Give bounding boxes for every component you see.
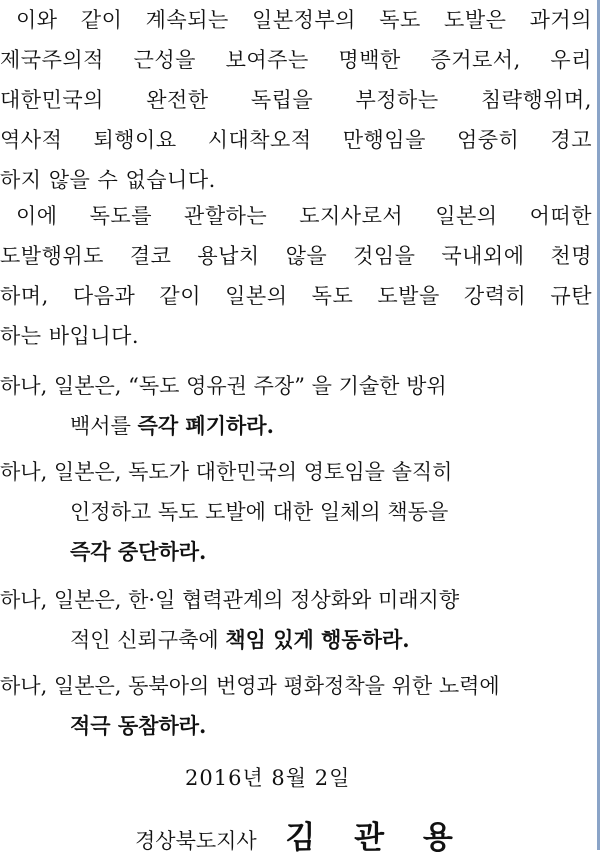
resolution-demand: 적극 동참하라. [70, 713, 207, 738]
paragraph-line: 하며, 다음과 같이 일본의 독도 도발을 강력히 규탄 [0, 284, 592, 308]
resolution-body [0, 406, 600, 446]
resolution-text: 적인 신뢰구축에 [70, 628, 226, 652]
resolution-item [0, 452, 600, 572]
resolution-body [0, 706, 600, 746]
signature-title: 경상북도지사 [135, 829, 257, 853]
signature-block [135, 812, 467, 857]
paragraph-warning [0, 0, 592, 200]
signature-name: 김 관 용 [285, 820, 467, 856]
resolution-head: 하나, 일본은, “독도 영유권 주장” 을 기술한 방위 [0, 374, 447, 398]
resolution-item [0, 666, 600, 746]
paragraph-line: 역사적 퇴행이요 시대착오적 만행임을 엄중히 경고 [0, 128, 592, 152]
resolution-demand: 즉각 중단하라. [70, 539, 207, 564]
paragraph-line: 하는 바입니다. [0, 324, 140, 348]
resolution-demand: 즉각 폐기하라. [137, 413, 274, 438]
paragraph-line: 제국주의적 근성을 보여주는 명백한 증거로서, 우리 [0, 48, 592, 72]
paragraph-line: 대한민국의 완전한 독립을 부정하는 침략행위며, [0, 88, 592, 112]
resolution-item [0, 366, 600, 446]
document-date: 2016년 8월 2일 [185, 766, 351, 790]
resolution-head: 하나, 일본은, 한·일 협력관계의 정상화와 미래지향 [0, 588, 460, 612]
resolution-text: 백서를 [70, 414, 138, 438]
resolution-demand: 책임 있게 행동하라. [225, 627, 410, 652]
paragraph-line: 이에 독도를 관할하는 도지사로서 일본의 어떠한 [16, 204, 592, 228]
paragraph-line: 이와 같이 계속되는 일본정부의 독도 도발은 과거의 [16, 8, 592, 32]
resolution-body [0, 620, 600, 660]
paragraph-line: 하지 않을 수 없습니다. [0, 168, 216, 192]
resolution-item [0, 580, 600, 660]
resolution-head: 하나, 일본은, 독도가 대한민국의 영토임을 솔직히 [0, 460, 453, 484]
paragraph-proclamation [0, 196, 592, 356]
resolution-head: 하나, 일본은, 동북아의 번영과 평화정착을 위한 노력에 [0, 674, 500, 698]
paragraph-line: 도발행위도 결코 용납치 않을 것임을 국내외에 천명 [0, 244, 592, 268]
resolution-body: 인정하고 독도 도발에 대한 일체의 책동을 [70, 500, 449, 524]
